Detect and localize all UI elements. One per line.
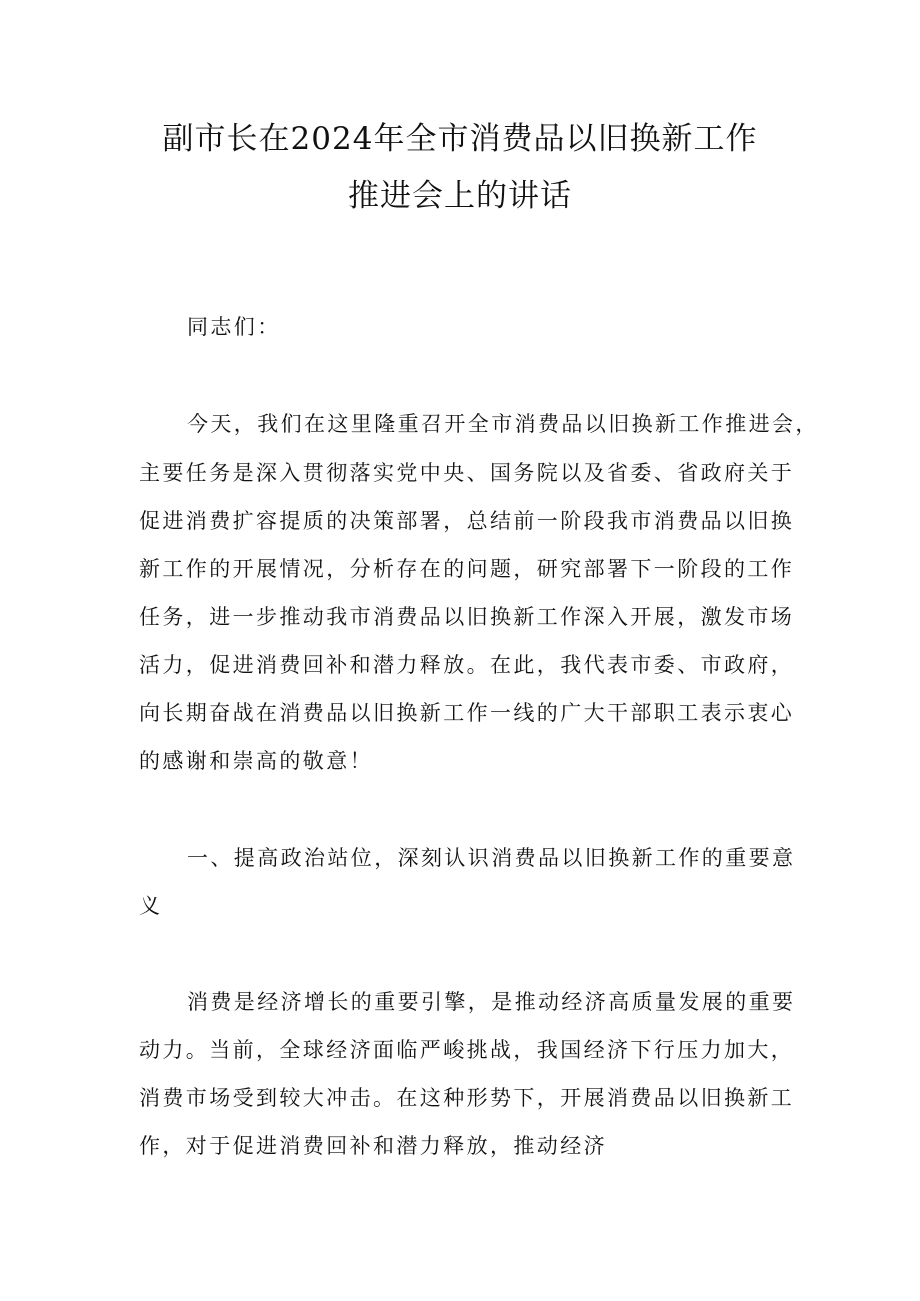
paragraph-1-line: 向长期奋战在消费品以旧换新工作一线的广大干部职工表示衷心 <box>139 701 795 725</box>
document-title-line-2: 推进会上的讲话 <box>348 178 572 214</box>
salutation: 同志们： <box>187 315 281 339</box>
paragraph-1-line: 任务，进一步推动我市消费品以旧换新工作深入开展，激发市场 <box>139 605 795 629</box>
paragraph-2-line: 消费是经济增长的重要引擎，是推动经济高质量发展的重要 <box>187 990 796 1014</box>
paragraph-2-line: 消费市场受到较大冲击。在这种形势下，开展消费品以旧换新工 <box>139 1086 795 1110</box>
paragraph-1-line: 的感谢和崇高的敬意！ <box>139 749 373 773</box>
document-title-line-1: 副市长在2024年全市消费品以旧换新工作 <box>162 121 758 157</box>
paragraph-2-line: 作，对于促进消费回补和潜力释放，推动经济 <box>139 1134 607 1158</box>
section-heading-line: 一、提高政治站位，深刻认识消费品以旧换新工作的重要意 <box>187 846 796 870</box>
section-heading-line: 义 <box>139 894 163 918</box>
paragraph-2-line: 动力。当前，全球经济面临严峻挑战，我国经济下行压力加大， <box>139 1038 795 1062</box>
paragraph-1-line: 主要任务是深入贯彻落实党中央、国务院以及省委、省政府关于 <box>139 461 795 485</box>
paragraph-1-line: 活力，促进消费回补和潜力释放。在此，我代表市委、市政府， <box>139 653 795 677</box>
paragraph-1-line: 新工作的开展情况，分析存在的问题，研究部署下一阶段的工作 <box>139 557 795 581</box>
paragraph-1-line: 促进消费扩容提质的决策部署，总结前一阶段我市消费品以旧换 <box>139 509 795 533</box>
paragraph-1-line: 今天，我们在这里隆重召开全市消费品以旧换新工作推进会， <box>187 412 819 436</box>
